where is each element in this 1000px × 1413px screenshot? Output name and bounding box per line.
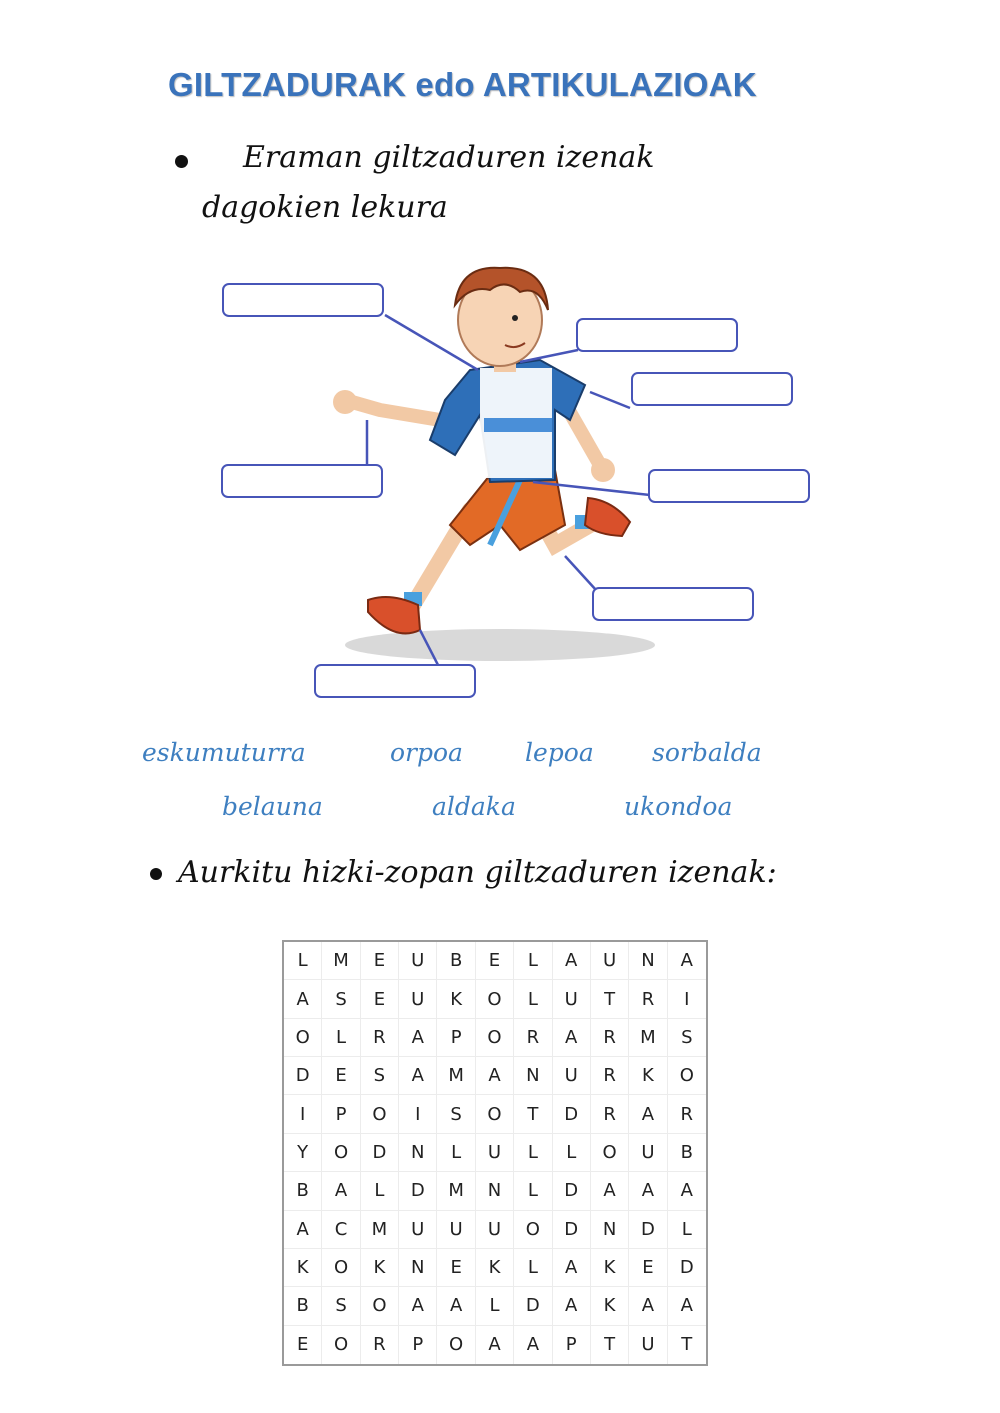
word-search-cell[interactable]: O [361, 1287, 399, 1325]
word-search-cell[interactable]: E [361, 942, 399, 980]
word-search-cell[interactable]: D [284, 1057, 322, 1095]
instruction-2: Aurkitu hizki-zopan giltzaduren izenak: [178, 855, 777, 890]
word-search-cell[interactable]: R [591, 1019, 629, 1057]
word-search-cell[interactable]: P [322, 1095, 360, 1133]
word-search-cell[interactable]: C [322, 1211, 360, 1249]
word-search-cell[interactable]: A [553, 1287, 591, 1325]
word-search-cell[interactable]: B [284, 1172, 322, 1210]
word-search-cell[interactable]: B [668, 1134, 706, 1172]
word-search-cell[interactable]: U [553, 980, 591, 1018]
back-hand [333, 390, 357, 414]
word-search-cell[interactable]: D [514, 1287, 552, 1325]
connector-knee [565, 556, 596, 590]
word-search-cell[interactable]: S [322, 980, 360, 1018]
word-search-cell[interactable]: L [284, 942, 322, 980]
word-search-cell[interactable]: A [322, 1172, 360, 1210]
word-search-cell[interactable]: I [668, 980, 706, 1018]
word-search-cell[interactable]: L [361, 1172, 399, 1210]
word-search-cell[interactable]: O [322, 1249, 360, 1287]
word-search-cell[interactable]: N [591, 1211, 629, 1249]
word-search-cell[interactable]: D [361, 1134, 399, 1172]
back-shoe [368, 597, 420, 633]
word-search-cell[interactable]: U [437, 1211, 475, 1249]
word-search-cell[interactable]: A [668, 1172, 706, 1210]
word-search-cell[interactable]: K [591, 1249, 629, 1287]
word-bank-item[interactable]: belauna [222, 792, 323, 821]
word-search-cell[interactable]: O [476, 1019, 514, 1057]
word-search-cell[interactable]: K [437, 980, 475, 1018]
word-search-cell[interactable]: D [668, 1249, 706, 1287]
instruction-1-line-2: dagokien lekura [202, 190, 448, 225]
word-bank-item[interactable]: sorbalda [652, 738, 762, 767]
word-search-cell[interactable]: S [361, 1057, 399, 1095]
word-bank-item[interactable]: lepoa [525, 738, 594, 767]
word-search-cell[interactable]: U [553, 1057, 591, 1095]
word-search-cell[interactable]: O [476, 980, 514, 1018]
connector-elbow [590, 392, 630, 408]
word-search-cell[interactable]: N [629, 942, 667, 980]
word-search-cell[interactable]: E [476, 942, 514, 980]
word-search-cell[interactable]: E [437, 1249, 475, 1287]
word-search-cell[interactable]: T [681, 1334, 693, 1356]
word-search-cell[interactable]: S [668, 1019, 706, 1057]
word-search-cell[interactable]: D [553, 1172, 591, 1210]
bullet-2 [150, 868, 162, 880]
word-search-cell[interactable]: M [361, 1211, 399, 1249]
word-search-cell[interactable]: O [668, 1057, 706, 1095]
word-search-cell[interactable]: O [322, 1326, 360, 1364]
label-box-right-upper[interactable] [631, 372, 793, 406]
word-search-cell[interactable]: P [399, 1326, 437, 1364]
word-search-cell[interactable]: A [629, 1287, 667, 1325]
word-search-cell[interactable]: N [476, 1172, 514, 1210]
word-search-cell[interactable]: Y [284, 1134, 322, 1172]
word-search-cell[interactable]: O [437, 1326, 475, 1364]
word-search-cell[interactable]: U [476, 1134, 514, 1172]
word-search-cell[interactable]: O [284, 1019, 322, 1057]
word-search-cell[interactable]: R [591, 1057, 629, 1095]
word-search-cell[interactable]: A [284, 1211, 322, 1249]
word-bank-item[interactable]: ukondoa [624, 792, 733, 821]
shirt-stripe [484, 418, 552, 432]
word-search-cell[interactable]: O [476, 1095, 514, 1133]
word-search-cell[interactable]: S [322, 1287, 360, 1325]
word-search-cell[interactable]: L [668, 1211, 706, 1249]
eye [512, 315, 518, 321]
word-search-cell[interactable]: T [514, 1095, 552, 1133]
word-search-cell[interactable]: A [437, 1287, 475, 1325]
label-box-top-right[interactable] [576, 318, 738, 352]
word-bank-item[interactable]: aldaka [432, 792, 516, 821]
word-search-grid [282, 940, 708, 1366]
word-search-cell[interactable]: E [361, 980, 399, 1018]
word-search-cell[interactable]: E [629, 1249, 667, 1287]
word-search-cell[interactable]: O [322, 1134, 360, 1172]
word-search-cell[interactable]: N [514, 1057, 552, 1095]
word-search-cell[interactable]: M [322, 942, 360, 980]
word-search-cell[interactable]: O [514, 1211, 552, 1249]
word-search-cell[interactable]: I [284, 1095, 322, 1133]
word-search-cell[interactable]: U [399, 942, 437, 980]
word-search-cell[interactable]: U [629, 1326, 667, 1364]
word-search-cell[interactable]: P [553, 1326, 591, 1364]
word-search-cell[interactable]: D [553, 1095, 591, 1133]
word-search-cell[interactable]: O [361, 1095, 399, 1133]
word-search-cell[interactable]: E [284, 1326, 322, 1364]
word-search-cell[interactable]: L [514, 980, 552, 1018]
word-search-cell[interactable]: A [553, 1249, 591, 1287]
word-search-cell[interactable]: A [553, 942, 591, 980]
front-hand [591, 458, 615, 482]
word-search-cell[interactable]: D [553, 1211, 591, 1249]
word-search-cell[interactable]: R [668, 1095, 706, 1133]
word-search-cell[interactable]: U [399, 1211, 437, 1249]
word-search-cell[interactable]: A [629, 1172, 667, 1210]
word-search-cell[interactable]: B [284, 1287, 322, 1325]
word-search-cell[interactable]: A [476, 1057, 514, 1095]
word-search-cell[interactable]: M [437, 1057, 475, 1095]
label-box-middle-right[interactable] [648, 469, 810, 503]
label-box-lower-right[interactable] [592, 587, 754, 621]
word-search-cell[interactable]: A [399, 1287, 437, 1325]
word-search-cell[interactable]: D [629, 1211, 667, 1249]
word-search-cell[interactable]: L [514, 942, 552, 980]
word-search-cell[interactable]: R [591, 1095, 629, 1133]
word-search-cell[interactable]: D [399, 1172, 437, 1210]
word-search-cell[interactable]: R [514, 1019, 552, 1057]
page-title: GILTZADURAK edo ARTIKULAZIOAK [168, 66, 757, 103]
word-search-cell[interactable]: L [553, 1134, 591, 1172]
word-bank-item[interactable]: orpoa [390, 738, 463, 767]
word-search-cell[interactable]: I [399, 1095, 437, 1133]
ground-shadow [345, 629, 655, 661]
back-arm [345, 400, 440, 420]
word-search-cell[interactable]: K [361, 1249, 399, 1287]
word-search-cell[interactable]: A [591, 1172, 629, 1210]
word-search-cell[interactable]: K [629, 1057, 667, 1095]
word-search-cell[interactable]: A [476, 1326, 514, 1364]
label-box-middle-left[interactable] [221, 464, 383, 498]
word-search-cell[interactable]: A [399, 1057, 437, 1095]
word-search-cell[interactable]: U [591, 942, 629, 980]
word-search-cell[interactable]: L [437, 1134, 475, 1172]
word-search-cell[interactable]: N [399, 1249, 437, 1287]
word-search-cell[interactable]: M [437, 1172, 475, 1210]
word-search-cell[interactable]: O [591, 1134, 629, 1172]
word-search-cell[interactable]: E [322, 1057, 360, 1095]
label-box-top-left[interactable] [222, 283, 384, 317]
word-search-cell[interactable]: A [553, 1019, 591, 1057]
word-search-cell[interactable]: M [629, 1019, 667, 1057]
word-search-cell[interactable]: T [591, 980, 629, 1018]
word-search-cell[interactable]: A [514, 1326, 552, 1364]
word-search-cell[interactable]: B [437, 942, 475, 980]
instruction-1-line-1: Eraman giltzaduren izenak [243, 140, 655, 175]
word-search-cell[interactable]: R [361, 1326, 399, 1364]
word-bank-item[interactable]: eskumuturra [142, 738, 306, 767]
word-search-cell[interactable]: U [629, 1134, 667, 1172]
word-search-cell[interactable]: U [399, 980, 437, 1018]
word-search-cell[interactable]: L [514, 1134, 552, 1172]
word-search-cell[interactable]: P [437, 1019, 475, 1057]
word-search-cell[interactable]: A [399, 1019, 437, 1057]
word-search-cell[interactable]: T [591, 1326, 629, 1364]
word-search-cell[interactable]: A [629, 1095, 667, 1133]
word-search-cell[interactable]: A [284, 980, 322, 1018]
word-search-cell[interactable]: K [476, 1249, 514, 1287]
word-search-cell[interactable]: R [629, 980, 667, 1018]
word-search-cell[interactable]: U [476, 1211, 514, 1249]
word-search-cell[interactable]: S [437, 1095, 475, 1133]
word-search-cell[interactable]: R [361, 1019, 399, 1057]
word-search-cell[interactable]: A [668, 1287, 706, 1325]
word-search-cell[interactable]: A [668, 942, 706, 980]
label-box-bottom[interactable] [314, 664, 476, 698]
word-search-cell[interactable]: L [322, 1019, 360, 1057]
word-search-cell[interactable]: K [591, 1287, 629, 1325]
word-search-cell[interactable]: L [476, 1287, 514, 1325]
word-search-cell[interactable]: L [514, 1172, 552, 1210]
word-search-cell[interactable]: K [284, 1249, 322, 1287]
front-shoe [585, 498, 630, 536]
word-search-cell[interactable]: L [514, 1249, 552, 1287]
word-search-cell[interactable]: N [399, 1134, 437, 1172]
